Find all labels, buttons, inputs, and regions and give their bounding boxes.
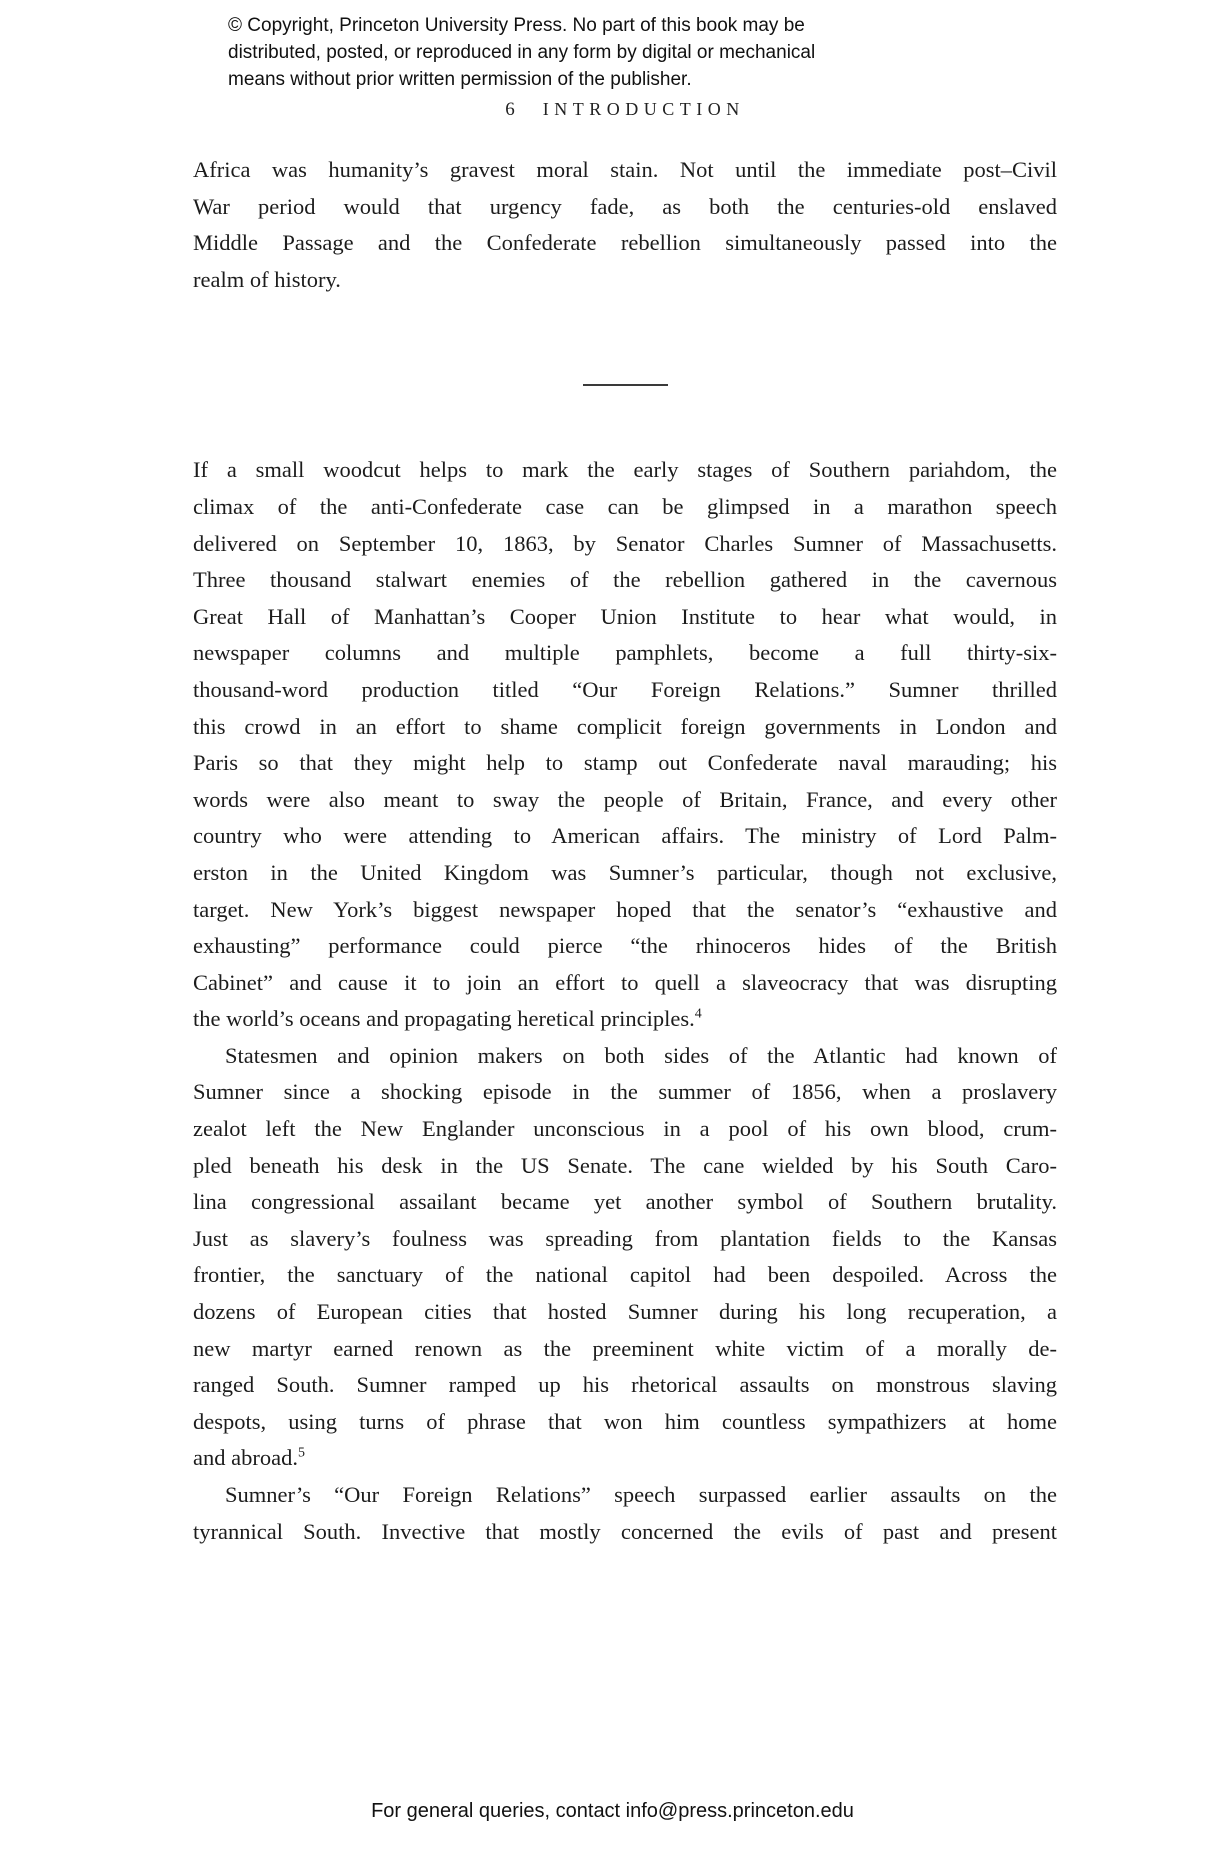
body-line: Just as slavery’s foulness was spreading from plantation fields to the Kansas xyxy=(193,1225,1057,1251)
chapter-title: INTRODUCTION xyxy=(542,99,745,119)
body-line: thousand-word production titled “Our Foreign Relations.” Sumner thrilled xyxy=(193,676,1057,702)
body-text xyxy=(193,152,1057,1550)
footnote-marker: 5 xyxy=(297,1445,305,1461)
body-line: dozens of European cities that hosted Sumner during his long recuperation, a xyxy=(193,1299,1057,1325)
body-line: lina congressional assailant became yet another symbol of Southern brutality. xyxy=(193,1189,1057,1215)
copyright-line: means without prior written permission of the publisher. xyxy=(228,69,692,90)
paragraph xyxy=(193,152,1057,298)
body-line: target. New York’s biggest newspaper hoped that the senator’s “exhaustive and xyxy=(193,896,1057,922)
body-line: Sumner’s “Our Foreign Relations” speech surpassed earlier assaults on the xyxy=(225,1482,1057,1507)
body-line: Sumner since a shocking episode in the summer of 1856, when a proslavery xyxy=(193,1079,1057,1105)
body-line: and abroad.$^5$ xyxy=(193,1445,305,1471)
body-line: Africa was humanity’s gravest moral stain. Not until the immediate post–Civil xyxy=(193,157,1057,182)
body-line: Great Hall of Manhattan’s Cooper Union Institute to hear what would, in xyxy=(193,603,1057,629)
body-line: exhausting” performance could pierce “the rhinoceros hides of the British xyxy=(193,933,1057,959)
body-line: Paris so that they might help to stamp out Confederate naval marauding; his xyxy=(193,750,1057,776)
body-line: Three thousand stalwart enemies of the rebellion gathered in the cavernous xyxy=(193,567,1057,593)
body-line: delivered on September 10, 1863, by Senator Charles Sumner of Massachusetts. xyxy=(193,530,1057,556)
body-line: this crowd in an effort to shame complicit foreign governments in London and xyxy=(193,713,1057,739)
body-line: newspaper columns and multiple pamphlets, become a full thirty-six- xyxy=(193,640,1057,666)
body-line: frontier, the sanctuary of the national capitol had been despoiled. Across the xyxy=(193,1262,1057,1288)
body-line: realm of history. xyxy=(193,266,341,292)
body-line: Statesmen and opinion makers on both sides of the Atlantic had known of xyxy=(225,1042,1057,1068)
body-line: words were also meant to sway the people of Britain, France, and every other xyxy=(193,786,1057,812)
body-line: despots, using turns of phrase that won him countless sympathizers at home xyxy=(193,1408,1057,1434)
paragraph xyxy=(193,452,1057,1038)
body-line: ranged South. Sumner ramped up his rhetorical assaults on monstrous slaving xyxy=(193,1372,1057,1398)
body-line: erston in the United Kingdom was Sumner’s particular, though not exclusive, xyxy=(193,859,1057,885)
running-header xyxy=(193,99,1057,121)
body-line: War period would that urgency fade, as both the centuries-old enslaved xyxy=(193,193,1057,219)
page-number: 6 xyxy=(505,99,516,120)
paragraph xyxy=(193,1038,1057,1477)
body-line: new martyr earned renown as the preeminent white victim of a morally de- xyxy=(193,1335,1057,1361)
footer-contact: For general queries, contact info@press.princeton.edu xyxy=(371,1800,854,1822)
body-line: Middle Passage and the Confederate rebellion simultaneously passed into the xyxy=(193,230,1057,256)
copyright-line: © Copyright, Princeton University Press. No part of this book may be xyxy=(228,15,805,36)
copyright-line: distributed, posted, or reproduced in any form by digital or mechanical xyxy=(228,42,816,63)
body-line: If a small woodcut helps to mark the early stages of Southern pariahdom, the xyxy=(193,457,1057,483)
copyright-notice xyxy=(228,12,815,93)
body-line: climax of the anti-Confederate case can be glimpsed in a marathon speech xyxy=(193,493,1057,519)
paragraph xyxy=(193,1477,1057,1550)
body-line: country who were attending to American affairs. The ministry of Lord Palm- xyxy=(193,823,1057,849)
body-line: pled beneath his desk in the US Senate. The cane wielded by his South Caro- xyxy=(193,1152,1057,1178)
body-line: Cabinet” and cause it to join an effort to quell a slaveocracy that was disrupting xyxy=(193,969,1057,995)
body-line: zealot left the New Englander unconscious in a pool of his own blood, crum- xyxy=(193,1116,1057,1142)
body-line: the world’s oceans and propagating heretical principles.$^4$ xyxy=(193,1006,702,1032)
footnote-marker: 4 xyxy=(694,1006,702,1022)
body-line: tyrannical South. Invective that mostly concerned the evils of past and present xyxy=(193,1518,1057,1544)
section-divider xyxy=(583,384,668,386)
